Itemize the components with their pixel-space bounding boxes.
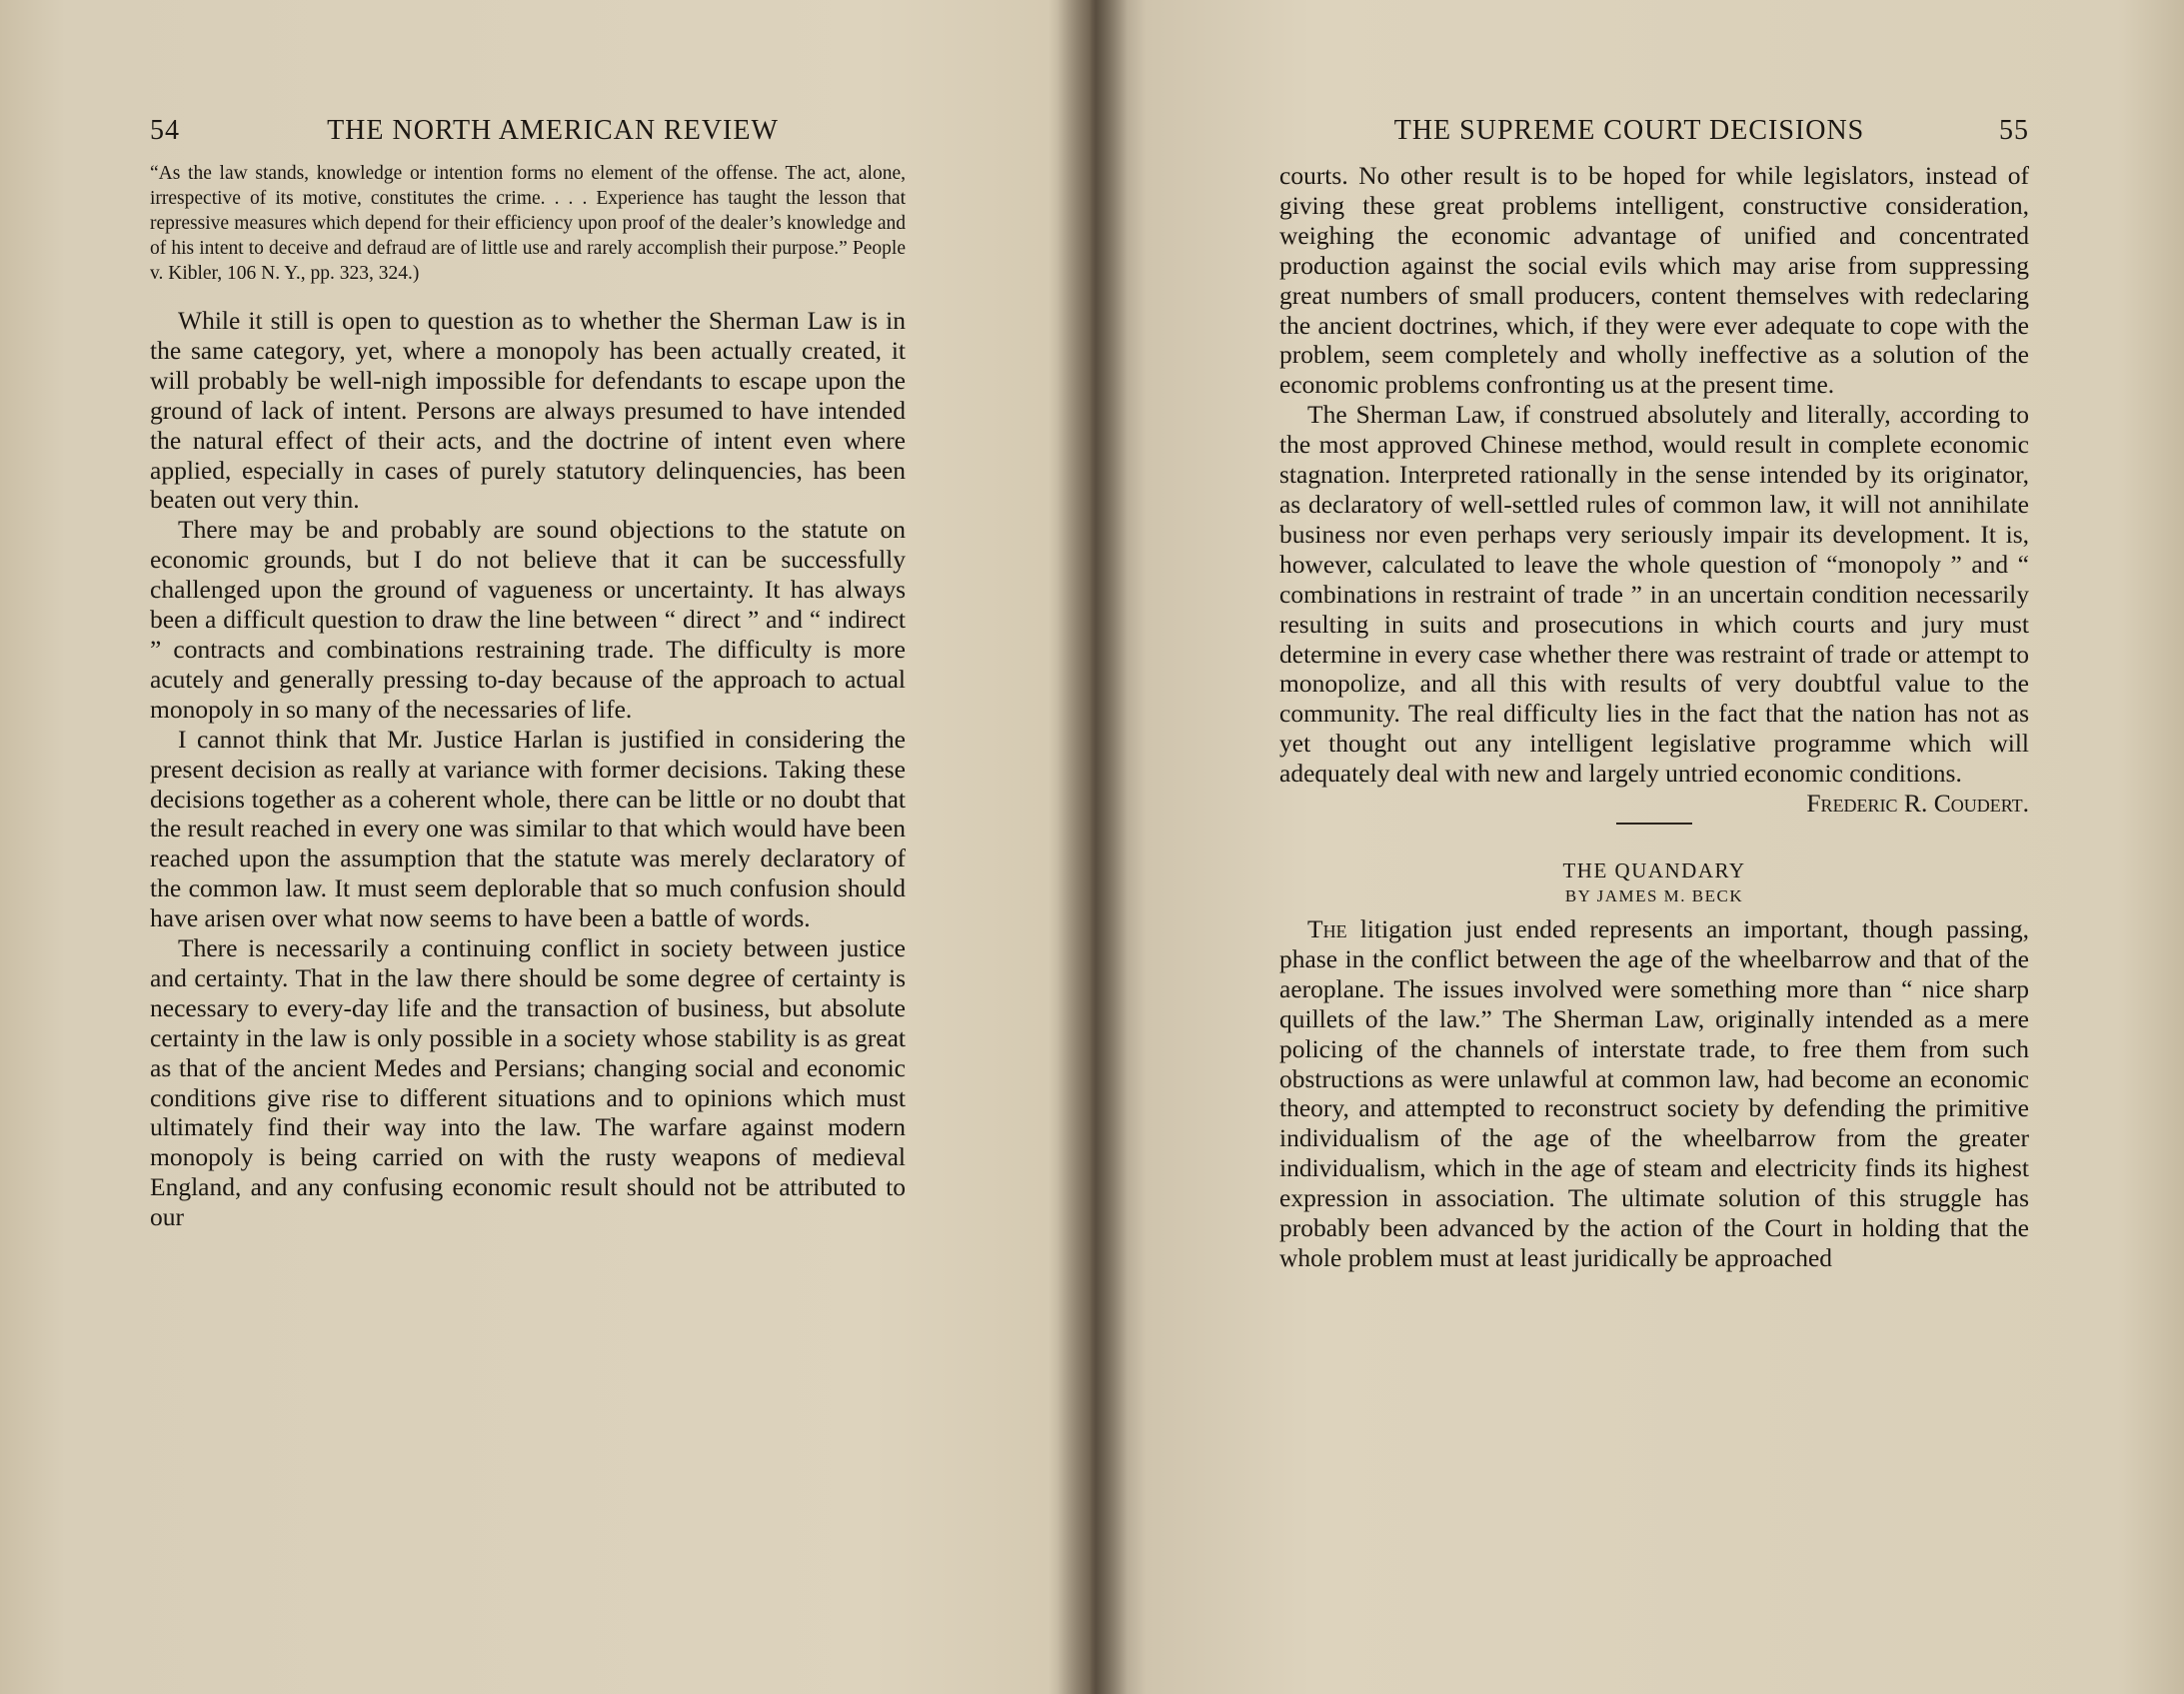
left-page-header (150, 115, 906, 147)
running-head: THE SUPREME COURT DECISIONS (1393, 115, 1865, 146)
block-quote: “As the law stands, knowledge or intention forms no element of the offense. The act, alone, irrespective of its motive, constitutes the crime. . . . Experience has taught the lesson that repressive measures which depend for their efficiency upon proof of the dealer’s knowledge and of his intent to deceive and defraud are of little use and rarely accomplish their purpose.” People v. Kibler, 106 N. Y., pp. 323, 324.) (150, 163, 906, 284)
page-number: 55 (1999, 115, 2029, 146)
article-title: THE QUANDARY (1562, 858, 1746, 883)
page-number: 54 (150, 115, 180, 146)
paragraph (1279, 914, 2029, 1273)
right-page (1279, 115, 2029, 1273)
paragraph-text: The Sherman Law, if construed absolutely and literally, according to the most approved Chinese method, would result in complete economic stagnation. Interpreted rationally in the sense intended by its originator, as declaratory of well-settled rules of common law, it will not annihilate business nor even perhaps very seriously impair its development. It is, however, calculated to leave the whole question of “monopoly ” and “ combinations in restraint of trade ” in an uncertain condition necessarily resulting in suits and prosecutions in which courts and jury must determine in every case whether there was restraint of trade or attempt to monopolize, and all this with results of very doubtful value to the community. The real difficulty lies in the fact that the nation has not as yet thought out any intelligent legislative programme which will adequately deal with new and largely untried economic conditions. (1279, 400, 2029, 789)
book-gutter (1058, 0, 1127, 1694)
right-page-header (1279, 115, 2029, 147)
article-byline: BY JAMES M. BECK (1564, 886, 1744, 906)
paragraph-text: litigation just ended represents an important, though passing, phase in the conflict between the age of the wheelbarrow and that of the aeroplane. The issues involved were something more than “ nice sharp quillets of the law.” The Sherman Law, originally intended as a mere policing of the channels of interstate trade, to free them from such obstructions as were unlawful at common law, had become an economic theory, and attempted to reconstruct society by defending the primitive individualism of the age of the wheelbarrow from the greater individualism, which in the age of steam and electricity finds its highest expression in association. The ultimate solution of this struggle has probably been advanced by the action of the Court in holding that the whole problem must at least juridically be approached (1279, 914, 2030, 1272)
paragraph: There may be and probably are sound objections to the statute on economic grounds, but I do not believe that it can be successfully challenged upon the ground of vagueness or uncertainty. It has always been a difficult question to draw the line between “ direct ” and “ indirect ” contracts and combinations restraining trade. The difficulty is more acutely and generally pressing to-day because of the approach to actual monopoly in so many of the necessaries of life. (150, 515, 906, 724)
left-page (150, 115, 906, 1232)
section-divider (1616, 823, 1692, 825)
paragraph: courts. No other result is to be hoped for while legislators, instead of giving these great problems intelligent, constructive consideration, weighing the economic advantage of unified and concentrated production against the social evils which may arise from suppressing great numbers of small producers, content themselves with redeclaring the ancient doctrines, which, if they were ever adequate to cope with the problem, seem completely and wholly ineffective as a solution of the economic problems confronting us at the present time. (1279, 161, 2029, 400)
paragraph: There is necessarily a continuing conflict in society between justice and certainty. That in the law there should be some degree of certainty is necessary to every-day life and the transaction of business, but absolute certainty in the law is only possible in a society whose stability is as great as that of the ancient Medes and Persians; changing social and economic conditions give rise to different situations and to opinions which must ultimately find their way into the law. The warfare against modern monopoly is being carried on with the rusty weapons of medieval England, and any confusing economic result should not be attributed to our (150, 933, 906, 1232)
running-head: THE NORTH AMERICAN REVIEW (327, 115, 779, 146)
lead-word: The (1307, 914, 1347, 944)
paragraph: I cannot think that Mr. Justice Harlan is justified in considering the present decision as really at variance with former decisions. Taking these decisions together as a coherent whole, there can be little or no doubt that the result reached in every one was similar to that which would have been reached upon the assumption that the statute was merely declaratory of the common law. It must seem deplorable that so much confusion should have arisen over what now seems to have been a battle of words. (150, 724, 906, 933)
paragraph: While it still is open to question as to whether the Sherman Law is in the same category, yet, where a monopoly has been actually created, it will probably be well-nigh impossible for defendants to escape upon the ground of lack of intent. Persons are always presumed to have intended the natural effect of their acts, and the doctrine of intent even where applied, especially in cases of purely statutory delinquencies, has been beaten out very thin. (150, 306, 906, 515)
paragraph (1279, 400, 2029, 819)
author-signature: Frederic R. Coudert. (1806, 789, 2029, 819)
